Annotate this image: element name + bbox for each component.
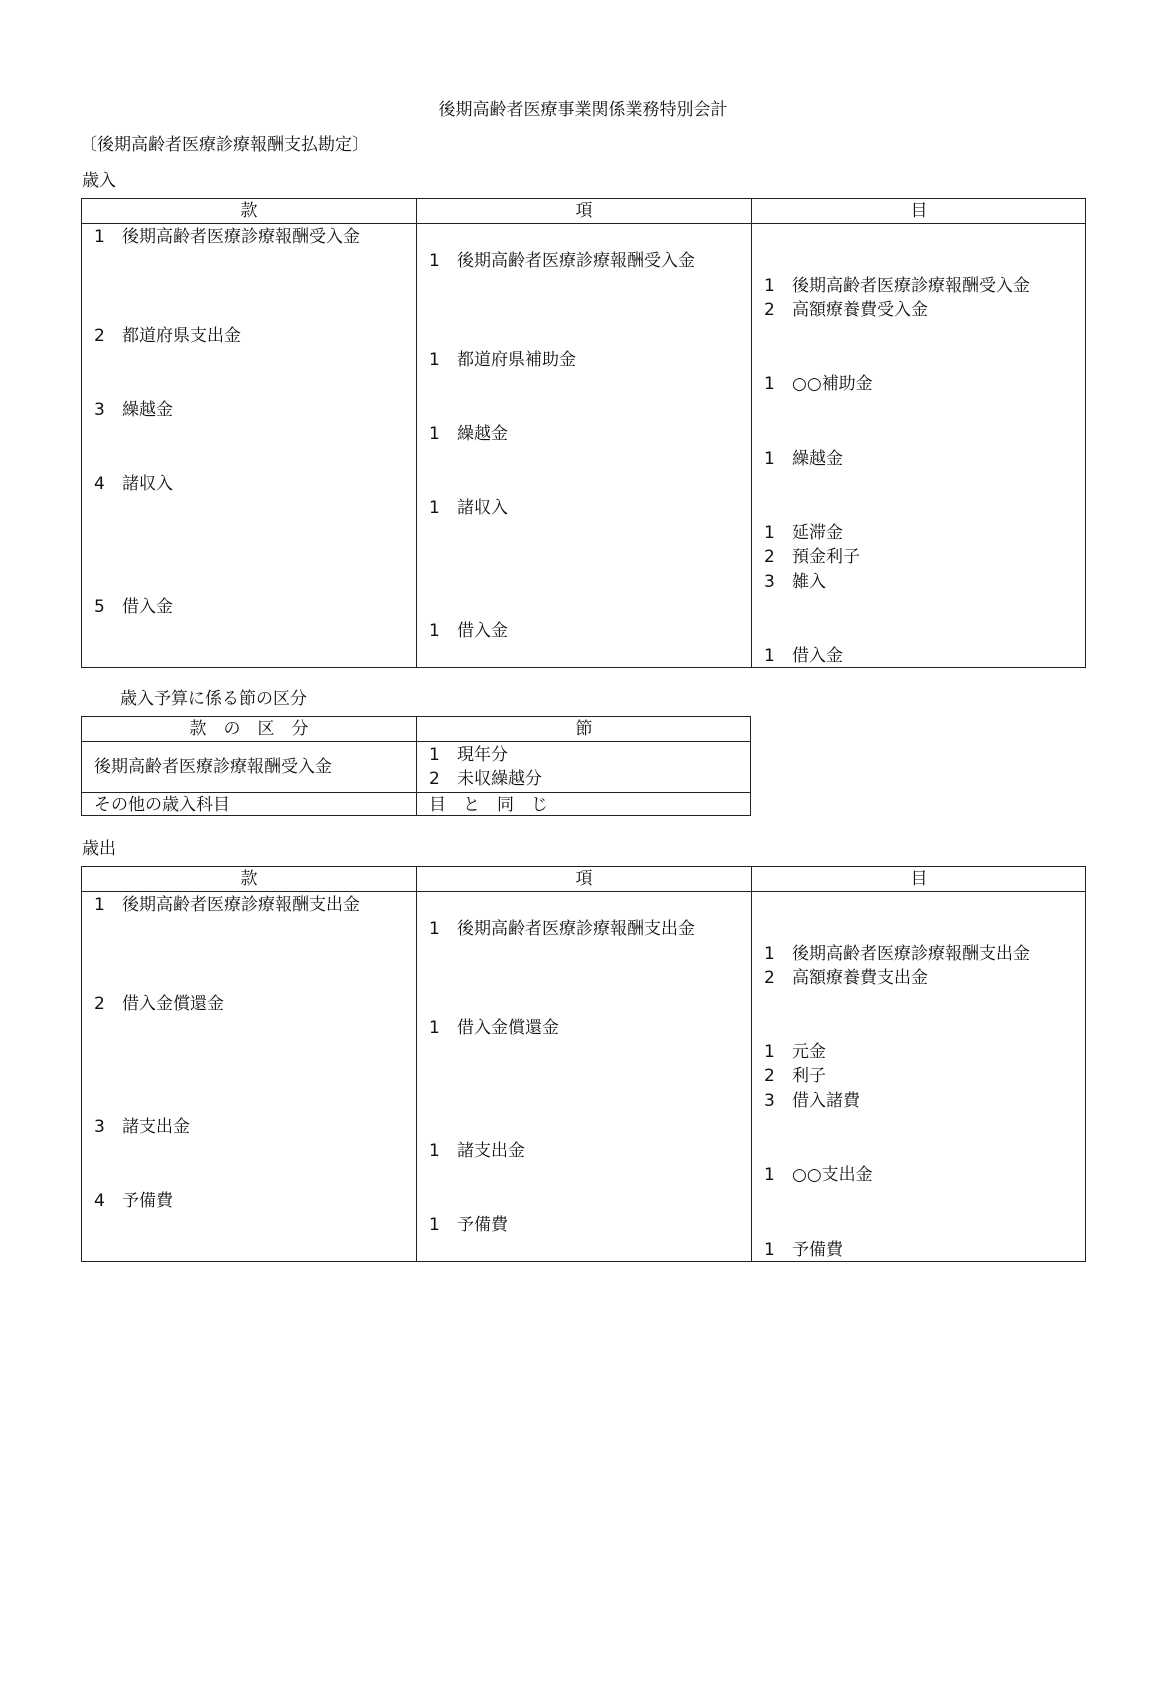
revenue-moku-item: 1 延滞金 xyxy=(764,523,843,543)
expenditure-moku-item: 1 元金 xyxy=(764,1042,826,1062)
expenditure-moku-item: 3 借入諸費 xyxy=(764,1091,860,1111)
setsu-item: 2 未収繰越分 xyxy=(429,769,542,789)
revenue-kan-item: 4 諸収入 xyxy=(94,474,173,494)
revenue-kan-item: 1 後期高齢者医療診療報酬受入金 xyxy=(94,227,360,247)
revenue-kou-item: 1 後期高齢者医療診療報酬受入金 xyxy=(429,251,695,271)
expenditure-kou-item: 1 諸支出金 xyxy=(429,1141,525,1161)
document-subtitle: 〔後期高齢者医療診療報酬支払勘定〕 xyxy=(80,135,369,155)
header-moku: 目 xyxy=(910,869,928,889)
revenue-moku-item: 1 借入金 xyxy=(764,646,843,666)
expenditure-label: 歳出 xyxy=(82,839,116,859)
revenue-kan-item: 5 借入金 xyxy=(94,597,173,617)
revenue-moku-item: 1 後期高齢者医療診療報酬受入金 xyxy=(764,276,1030,296)
expenditure-kan-item: 2 借入金償還金 xyxy=(94,994,224,1014)
expenditure-moku-item: 1 予備費 xyxy=(764,1240,843,1260)
revenue-table xyxy=(81,198,1086,668)
setsu-row-kan: その他の歳入科目 xyxy=(94,795,230,815)
expenditure-moku-item: 1 ○○支出金 xyxy=(764,1165,873,1185)
revenue-kan-item: 3 繰越金 xyxy=(94,400,173,420)
revenue-kou-item: 1 都道府県補助金 xyxy=(429,350,576,370)
expenditure-kan-item: 3 諸支出金 xyxy=(94,1117,190,1137)
expenditure-kou-item: 1 後期高齢者医療診療報酬支出金 xyxy=(429,919,695,939)
revenue-kan-item: 2 都道府県支出金 xyxy=(94,326,241,346)
revenue-moku-item: 1 ○○補助金 xyxy=(764,374,873,394)
revenue-kou-item: 1 諸収入 xyxy=(429,498,508,518)
revenue-kou-item: 1 借入金 xyxy=(429,621,508,641)
expenditure-kou-item: 1 予備費 xyxy=(429,1215,508,1235)
setsu-header-kan: 款 の 区 分 xyxy=(189,719,309,739)
revenue-label: 歳入 xyxy=(82,171,116,191)
setsu-row-kan: 後期高齢者医療診療報酬受入金 xyxy=(94,757,332,777)
expenditure-moku-item: 2 高額療養費支出金 xyxy=(764,968,928,988)
document-title: 後期高齢者医療事業関係業務特別会計 xyxy=(438,100,728,120)
setsu-header-setsu: 節 xyxy=(575,719,593,739)
expenditure-kan-item: 1 後期高齢者医療診療報酬支出金 xyxy=(94,895,360,915)
header-moku: 目 xyxy=(910,201,928,221)
revenue-moku-item: 1 繰越金 xyxy=(764,449,843,469)
header-kou: 項 xyxy=(575,869,593,889)
revenue-moku-item: 2 預金利子 xyxy=(764,547,860,567)
setsu-row-same: 目 と 同 じ xyxy=(429,795,548,815)
setsu-label: 歳入予算に係る節の区分 xyxy=(120,689,307,709)
expenditure-table xyxy=(81,866,1086,1262)
revenue-kou-item: 1 繰越金 xyxy=(429,424,508,444)
setsu-item: 1 現年分 xyxy=(429,745,508,765)
header-kan: 款 xyxy=(240,201,258,221)
header-kou: 項 xyxy=(575,201,593,221)
setsu-table xyxy=(81,716,751,816)
revenue-moku-item: 2 高額療養費受入金 xyxy=(764,300,928,320)
expenditure-kan-item: 4 予備費 xyxy=(94,1191,173,1211)
expenditure-kou-item: 1 借入金償還金 xyxy=(429,1018,559,1038)
header-kan: 款 xyxy=(240,869,258,889)
expenditure-moku-item: 2 利子 xyxy=(764,1066,826,1086)
expenditure-moku-item: 1 後期高齢者医療診療報酬支出金 xyxy=(764,944,1030,964)
revenue-moku-item: 3 雑入 xyxy=(764,572,826,592)
